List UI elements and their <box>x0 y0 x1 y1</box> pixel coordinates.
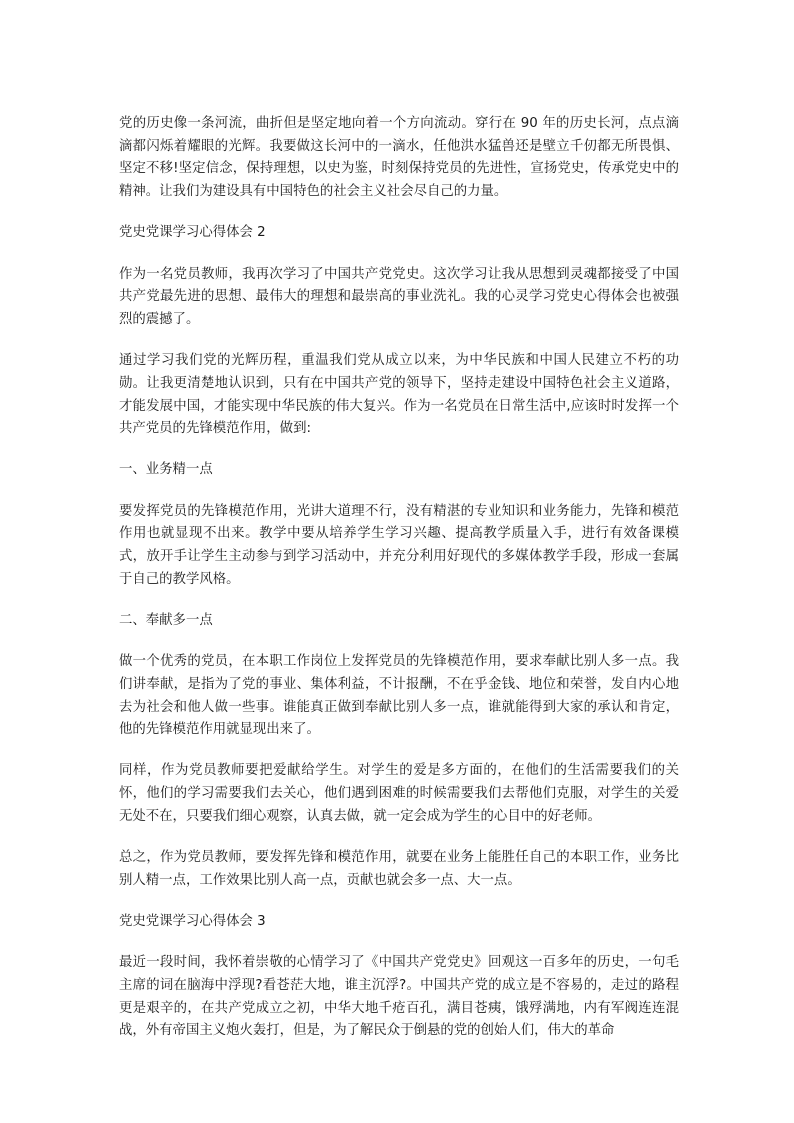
section-heading-2: 党史党课学习心得体会 2 <box>119 225 266 241</box>
paragraph: 做一个优秀的党员，在本职工作岗位上发挥党员的先锋模范作用，要求奉献比别人多一点。我们讲奉献，是指为了党的事业、集体利益，不计报酬，不在乎金钱、地位和荣誉，发自内心地去为社会和他人做一些事。谁能真正做到奉献比别人多一点，谁就能得到大家的承认和肯定，他的先锋模范作用就显现出来了。 <box>119 654 679 738</box>
paragraph-intro: 党的历史像一条河流，曲折但是坚定地向着一个方向流动。穿行在 90 年的历史长河，点点滴滴都闪烁着耀眼的光辉。我要做这长河中的一滴水，任他洪水猛兽还是壁立千仞都无所畏惧、坚定不移!坚定信念，保持理想，以史为鉴，时刻保持党员的先进性，宣扬党史，传承党史中的精神。让我们为建设具有中国特色的社会主义社会尽自己的力量。 <box>119 116 679 200</box>
paragraph: 最近一段时间，我怀着崇敬的心情学习了《中国共产党党史》回观这一百多年的历史，一句毛主席的词在脑海中浮现?看苍茫大地，谁主沉浮?。中国共产党的成立是不容易的，走过的路程更是艰辛的，在共产党成立之初，中华大地千疮百孔，满目苍痍，饿殍满地，内有军阀连连混战，外有帝国主义炮火轰打，但是，为了解民众于倒悬的党的创始人们，伟大的革命 <box>119 955 679 1039</box>
paragraph: 要发挥党员的先锋模范作用，光讲大道理不行，没有精湛的专业知识和业务能力，先锋和模范作用也就显现不出来。教学中要从培养学生学习兴趣、提高教学质量入手，进行有效备课模式，放开手让学生主动参与到学习活动中，并充分利用好现代的多媒体教学手段，形成一套属于自己的教学风格。 <box>119 503 679 587</box>
paragraph: 同样，作为党员教师要把爱献给学生。对学生的爱是多方面的，在他们的生活需要我们的关怀，他们的学习需要我们去关心，他们遇到困难的时候需要我们去帮他们克服，对学生的关爱无处不在，只要我们细心观察，认真去做，就一定会成为学生的心目中的好老师。 <box>119 763 679 824</box>
paragraph: 通过学习我们党的光辉历程，重温我们党从成立以来，为中华民族和中国人民建立不朽的功勋。让我更清楚地认识到，只有在中国共产党的领导下，坚持走建设中国特色社会主义道路，才能发展中国，才能实现中华民族的伟大复兴。作为一名党员在日常生活中,应该时时发挥一个共产党员的先锋模范作用，做到: <box>119 353 679 437</box>
paragraph: 作为一名党员教师，我再次学习了中国共产党党史。这次学习让我从思想到灵魂都接受了中国共产党最先进的思想、最伟大的理想和最崇高的事业洗礼。我的心灵学习党史心得体会也被强烈的震撼了。 <box>119 266 679 327</box>
section-heading-3: 党史党课学习心得体会 3 <box>119 913 266 929</box>
subheading-business: 一、业务精一点 <box>119 462 213 478</box>
paragraph: 总之，作为党员教师，要发挥先锋和模范作用，就要在业务上能胜任自己的本职工作，业务比别人精一点，工作效果比别人高一点，贡献也就会多一点、大一点。 <box>119 850 679 888</box>
document-body <box>119 113 679 1062</box>
subheading-dedication: 二、奉献多一点 <box>119 612 213 628</box>
